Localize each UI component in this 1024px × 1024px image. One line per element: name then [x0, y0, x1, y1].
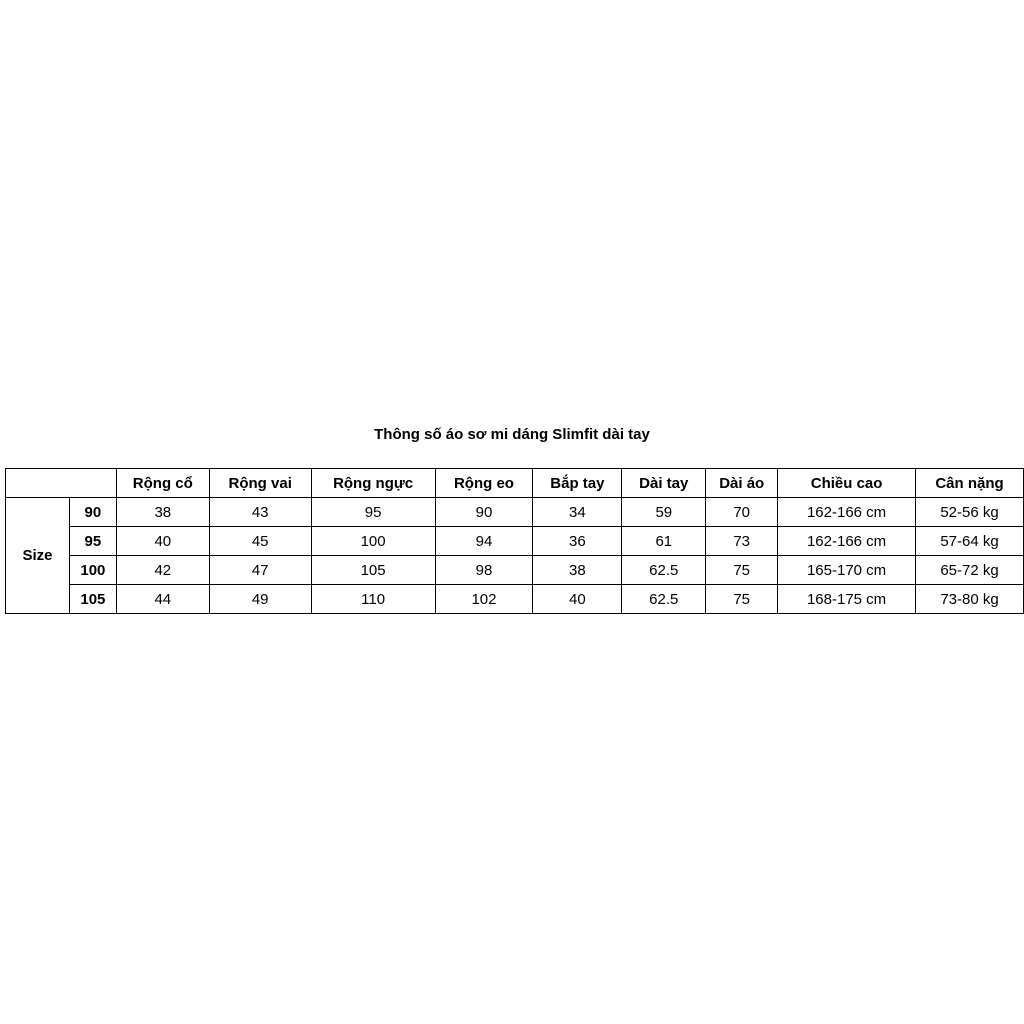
- size-group-label: Size: [6, 498, 70, 614]
- table-cell: 95: [311, 498, 435, 527]
- header-row: [6, 469, 1024, 498]
- table-row: [6, 498, 1024, 527]
- table-cell: 44: [116, 585, 209, 614]
- table-cell: 47: [209, 556, 311, 585]
- table-cell: 90: [435, 498, 533, 527]
- size-value: 100: [69, 556, 116, 585]
- size-value: 105: [69, 585, 116, 614]
- table-cell: 40: [116, 527, 209, 556]
- table-cell: 100: [311, 527, 435, 556]
- table-cell: 42: [116, 556, 209, 585]
- table-cell: 165-170 cm: [778, 556, 916, 585]
- table-cell: 43: [209, 498, 311, 527]
- table-cell: 49: [209, 585, 311, 614]
- table-cell: 52-56 kg: [916, 498, 1024, 527]
- column-header: Chiều cao: [778, 469, 916, 498]
- table-cell: 36: [533, 527, 622, 556]
- column-header: Rộng vai: [209, 469, 311, 498]
- table-row: [6, 556, 1024, 585]
- table-cell: 94: [435, 527, 533, 556]
- table-cell: 75: [706, 585, 778, 614]
- table-cell: 38: [116, 498, 209, 527]
- table-cell: 110: [311, 585, 435, 614]
- size-value: 90: [69, 498, 116, 527]
- column-header: Rộng ngực: [311, 469, 435, 498]
- table-cell: 62.5: [622, 556, 706, 585]
- column-header: Cân nặng: [916, 469, 1024, 498]
- table-cell: 73: [706, 527, 778, 556]
- page-title: Thông số áo sơ mi dáng Slimfit dài tay: [374, 426, 650, 443]
- size-chart-table: [5, 468, 1024, 614]
- table-cell: 162-166 cm: [778, 527, 916, 556]
- table-row: [6, 527, 1024, 556]
- size-value: 95: [69, 527, 116, 556]
- table-cell: 105: [311, 556, 435, 585]
- table-cell: 65-72 kg: [916, 556, 1024, 585]
- table-cell: 62.5: [622, 585, 706, 614]
- column-header: Dài tay: [622, 469, 706, 498]
- table-cell: 75: [706, 556, 778, 585]
- table-cell: 102: [435, 585, 533, 614]
- table-cell: 38: [533, 556, 622, 585]
- table-cell: 57-64 kg: [916, 527, 1024, 556]
- table-cell: 45: [209, 527, 311, 556]
- table-cell: 59: [622, 498, 706, 527]
- table-cell: 73-80 kg: [916, 585, 1024, 614]
- table-cell: 70: [706, 498, 778, 527]
- table-cell: 34: [533, 498, 622, 527]
- column-header: Rộng cổ: [116, 469, 209, 498]
- table-cell: 162-166 cm: [778, 498, 916, 527]
- column-header: Rộng eo: [435, 469, 533, 498]
- column-header: Bắp tay: [533, 469, 622, 498]
- table-cell: 40: [533, 585, 622, 614]
- corner-cell: [6, 469, 117, 498]
- column-header: Dài áo: [706, 469, 778, 498]
- table-row: [6, 585, 1024, 614]
- table-cell: 61: [622, 527, 706, 556]
- table-cell: 168-175 cm: [778, 585, 916, 614]
- table-cell: 98: [435, 556, 533, 585]
